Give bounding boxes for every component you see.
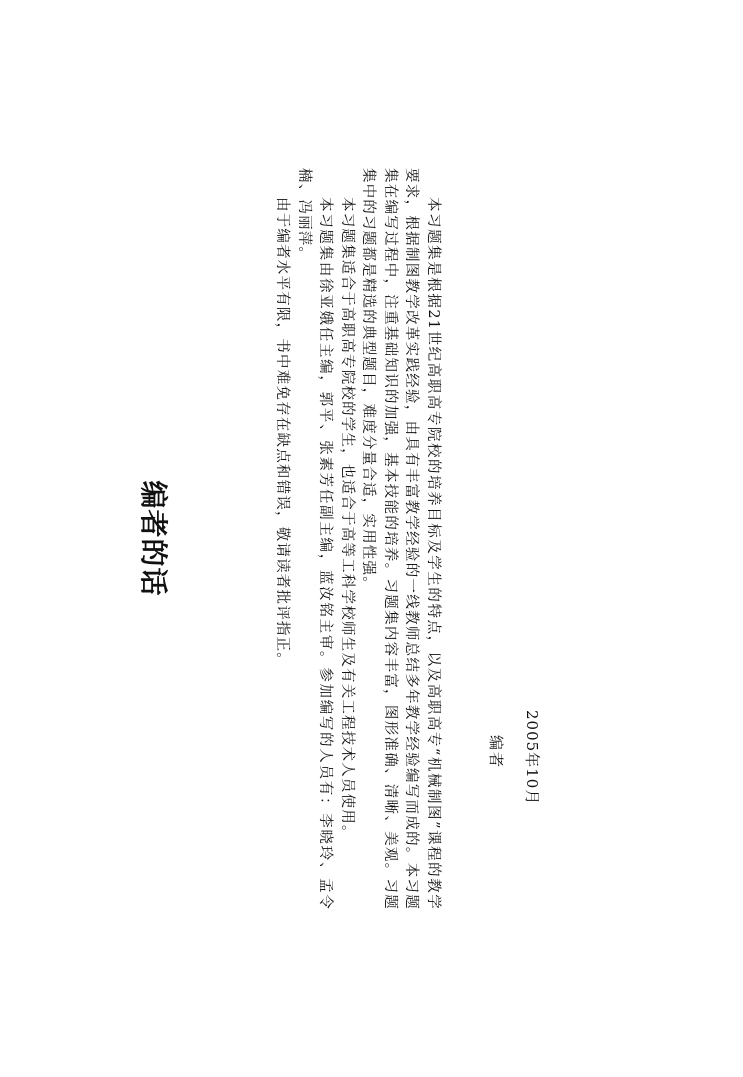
signoff-date: 2005年10月 <box>523 710 541 806</box>
paragraph: 由于编者水平有限，书中难免存在缺点和错误，敬请读者批评指正。 <box>274 197 291 668</box>
preface-body <box>271 168 443 910</box>
page-title: 编者的话 <box>137 480 170 597</box>
paragraph: 本习题集由徐亚娥任主编，郭平、张素芳任副主编，蓝汝铭主审。参加编写的人员有：李晓玲、孟令楠、冯丽萍。 <box>296 168 334 910</box>
paragraph: 本习题集是根据21世纪高职高专院校的培养目标及学生的特点，以及高职高专“机械制图”课程的教学要求，根据制图教学改革实践经验，由具有丰富教学经验的一线教师总结多年教学经验编写而成的。本习题集在编写过程中，注重基础知识的加强，基本技能的培养。习题集内容丰富，图形准确、清晰、美观。习题集中的习题都是精选的典型题目，难度分量合适，实用性强。 <box>360 168 441 910</box>
signoff-author: 编者 <box>487 735 505 770</box>
paragraph: 本习题集适合于高职高专院校的学生，也适合于高等工科学校师生及有关工程技术人员使用。 <box>339 197 355 841</box>
